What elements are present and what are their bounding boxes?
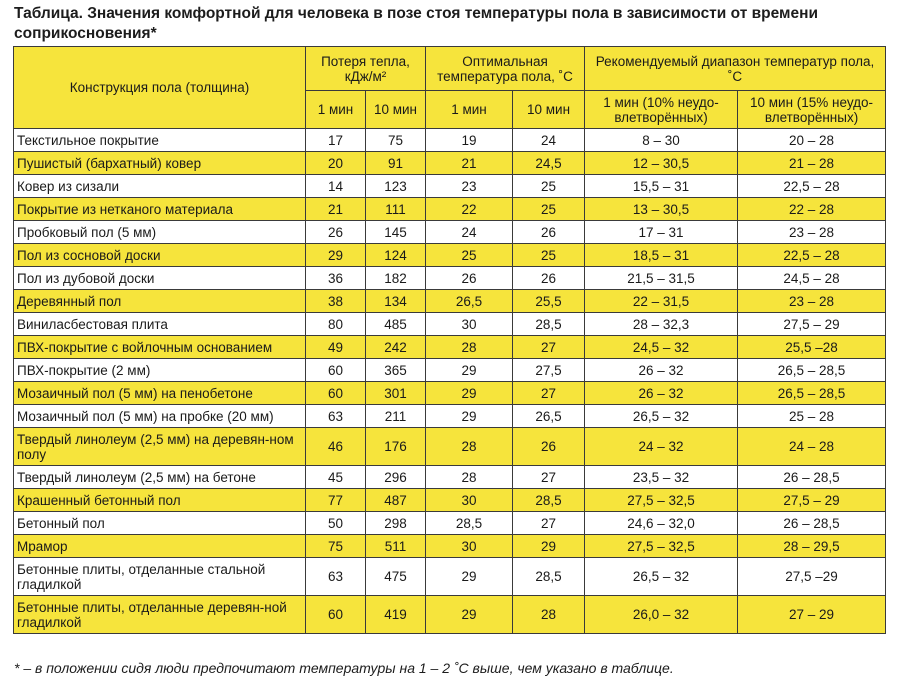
cell-opt1: 30 <box>426 535 513 558</box>
cell-rng1: 18,5 – 31 <box>585 244 738 267</box>
cell-rng10: 26 – 28,5 <box>738 512 886 535</box>
cell-opt10: 24,5 <box>513 152 585 175</box>
cell-rng10: 23 – 28 <box>738 290 886 313</box>
cell-name: Бетонный пол <box>14 512 306 535</box>
cell-opt1: 28,5 <box>426 512 513 535</box>
cell-loss1: 17 <box>306 129 366 152</box>
cell-loss1: 80 <box>306 313 366 336</box>
cell-rng10: 27,5 – 29 <box>738 313 886 336</box>
cell-loss10: 211 <box>366 405 426 428</box>
cell-rng10: 25,5 –28 <box>738 336 886 359</box>
cell-name: Пол из сосновой доски <box>14 244 306 267</box>
cell-loss10: 242 <box>366 336 426 359</box>
cell-loss1: 49 <box>306 336 366 359</box>
cell-rng1: 22 – 31,5 <box>585 290 738 313</box>
cell-opt1: 21 <box>426 152 513 175</box>
cell-name: Крашенный бетонный пол <box>14 489 306 512</box>
subheader-opt-1min: 1 мин <box>426 91 513 129</box>
cell-loss1: 63 <box>306 405 366 428</box>
cell-opt1: 19 <box>426 129 513 152</box>
table-row <box>14 221 886 244</box>
cell-name: Твердый линолеум (2,5 мм) на деревян-ном полу <box>14 428 306 466</box>
subheader-range-10min: 10 мин (15% неудо-влетворённых) <box>738 91 886 129</box>
cell-name: Бетонные плиты, отделанные деревян-ной гладилкой <box>14 596 306 634</box>
cell-opt1: 30 <box>426 489 513 512</box>
cell-opt10: 25 <box>513 244 585 267</box>
cell-opt1: 29 <box>426 382 513 405</box>
cell-rng10: 26 – 28,5 <box>738 466 886 489</box>
cell-loss1: 75 <box>306 535 366 558</box>
cell-name: Пробковый пол (5 мм) <box>14 221 306 244</box>
cell-rng10: 22,5 – 28 <box>738 175 886 198</box>
cell-loss1: 45 <box>306 466 366 489</box>
cell-opt10: 24 <box>513 129 585 152</box>
cell-rng1: 24,6 – 32,0 <box>585 512 738 535</box>
table-row <box>14 596 886 634</box>
cell-opt10: 27 <box>513 512 585 535</box>
cell-loss1: 46 <box>306 428 366 466</box>
cell-rng10: 26,5 – 28,5 <box>738 382 886 405</box>
cell-rng1: 17 – 31 <box>585 221 738 244</box>
cell-opt10: 25 <box>513 175 585 198</box>
cell-rng1: 28 – 32,3 <box>585 313 738 336</box>
cell-name: Твердый линолеум (2,5 мм) на бетоне <box>14 466 306 489</box>
table-row <box>14 428 886 466</box>
table-row <box>14 336 886 359</box>
cell-opt1: 28 <box>426 336 513 359</box>
table-title: Таблица. Значения комфортной для человека в позе стоя температуры пола в зависимости от времени соприкосновения* <box>14 5 818 42</box>
cell-loss1: 60 <box>306 596 366 634</box>
table-row <box>14 535 886 558</box>
table-row <box>14 382 886 405</box>
cell-opt1: 25 <box>426 244 513 267</box>
footnote: * – в положении сидя люди предпочитают температуры на 1 – 2 ˚С выше, чем указано в таблице. <box>14 660 674 676</box>
cell-opt10: 25,5 <box>513 290 585 313</box>
cell-opt1: 29 <box>426 405 513 428</box>
cell-name: Ковер из сизали <box>14 175 306 198</box>
cell-name: Пушистый (бархатный) ковер <box>14 152 306 175</box>
cell-loss10: 124 <box>366 244 426 267</box>
cell-rng10: 22 – 28 <box>738 198 886 221</box>
cell-loss10: 301 <box>366 382 426 405</box>
cell-loss10: 511 <box>366 535 426 558</box>
cell-opt10: 27 <box>513 382 585 405</box>
cell-loss10: 91 <box>366 152 426 175</box>
cell-opt10: 26,5 <box>513 405 585 428</box>
table-row <box>14 512 886 535</box>
cell-loss10: 419 <box>366 596 426 634</box>
cell-loss10: 485 <box>366 313 426 336</box>
cell-rng1: 8 – 30 <box>585 129 738 152</box>
cell-name: Деревянный пол <box>14 290 306 313</box>
table-row <box>14 405 886 428</box>
cell-name: Виниласбестовая плита <box>14 313 306 336</box>
cell-rng10: 26,5 – 28,5 <box>738 359 886 382</box>
cell-opt10: 26 <box>513 221 585 244</box>
cell-loss10: 296 <box>366 466 426 489</box>
cell-name: Пол из дубовой доски <box>14 267 306 290</box>
cell-opt1: 24 <box>426 221 513 244</box>
cell-rng10: 22,5 – 28 <box>738 244 886 267</box>
cell-opt1: 30 <box>426 313 513 336</box>
cell-rng1: 15,5 – 31 <box>585 175 738 198</box>
cell-loss10: 182 <box>366 267 426 290</box>
subheader-opt-10min: 10 мин <box>513 91 585 129</box>
cell-loss1: 38 <box>306 290 366 313</box>
cell-rng1: 27,5 – 32,5 <box>585 489 738 512</box>
table-row <box>14 198 886 221</box>
cell-rng1: 26,5 – 32 <box>585 558 738 596</box>
cell-rng10: 23 – 28 <box>738 221 886 244</box>
cell-opt1: 22 <box>426 198 513 221</box>
cell-name: Текстильное покрытие <box>14 129 306 152</box>
cell-name: Бетонные плиты, отделанные стальной гладилкой <box>14 558 306 596</box>
cell-rng10: 24,5 – 28 <box>738 267 886 290</box>
cell-rng1: 27,5 – 32,5 <box>585 535 738 558</box>
cell-opt10: 27 <box>513 466 585 489</box>
cell-loss10: 134 <box>366 290 426 313</box>
cell-loss10: 176 <box>366 428 426 466</box>
cell-opt1: 28 <box>426 428 513 466</box>
cell-opt10: 28 <box>513 596 585 634</box>
cell-loss10: 75 <box>366 129 426 152</box>
cell-opt1: 26,5 <box>426 290 513 313</box>
header-heat-loss: Потеря тепла, кДж/м² <box>306 47 426 91</box>
cell-rng1: 26,0 – 32 <box>585 596 738 634</box>
table-row <box>14 558 886 596</box>
cell-opt10: 28,5 <box>513 558 585 596</box>
cell-loss10: 145 <box>366 221 426 244</box>
cell-loss1: 14 <box>306 175 366 198</box>
table-row <box>14 152 886 175</box>
cell-name: ПВХ-покрытие (2 мм) <box>14 359 306 382</box>
cell-rng1: 24 – 32 <box>585 428 738 466</box>
cell-loss1: 29 <box>306 244 366 267</box>
subheader-range-1min: 1 мин (10% неудо-влетворённых) <box>585 91 738 129</box>
cell-rng1: 23,5 – 32 <box>585 466 738 489</box>
cell-loss10: 111 <box>366 198 426 221</box>
cell-rng10: 25 – 28 <box>738 405 886 428</box>
cell-opt10: 26 <box>513 267 585 290</box>
cell-name: Мрамор <box>14 535 306 558</box>
cell-opt1: 28 <box>426 466 513 489</box>
cell-rng1: 12 – 30,5 <box>585 152 738 175</box>
cell-name: Покрытие из нетканого материала <box>14 198 306 221</box>
header-construction: Конструкция пола (толщина) <box>14 47 306 129</box>
table-row <box>14 359 886 382</box>
cell-opt10: 26 <box>513 428 585 466</box>
cell-name: Мозаичный пол (5 мм) на пробке (20 мм) <box>14 405 306 428</box>
cell-name: ПВХ-покрытие с войлочным основанием <box>14 336 306 359</box>
cell-loss1: 63 <box>306 558 366 596</box>
table-row <box>14 489 886 512</box>
cell-rng1: 26,5 – 32 <box>585 405 738 428</box>
table-row <box>14 290 886 313</box>
cell-loss1: 60 <box>306 382 366 405</box>
cell-loss10: 487 <box>366 489 426 512</box>
table-row <box>14 313 886 336</box>
cell-loss1: 60 <box>306 359 366 382</box>
cell-rng10: 24 – 28 <box>738 428 886 466</box>
cell-rng10: 20 – 28 <box>738 129 886 152</box>
cell-opt1: 29 <box>426 596 513 634</box>
cell-opt1: 29 <box>426 558 513 596</box>
cell-opt10: 29 <box>513 535 585 558</box>
cell-loss10: 365 <box>366 359 426 382</box>
cell-opt10: 27,5 <box>513 359 585 382</box>
cell-opt10: 27 <box>513 336 585 359</box>
cell-loss10: 475 <box>366 558 426 596</box>
table-row <box>14 466 886 489</box>
table-row <box>14 175 886 198</box>
cell-rng10: 28 – 29,5 <box>738 535 886 558</box>
cell-opt1: 26 <box>426 267 513 290</box>
cell-name: Мозаичный пол (5 мм) на пенобетоне <box>14 382 306 405</box>
cell-rng1: 26 – 32 <box>585 382 738 405</box>
header-optimal-temp: Оптимальная температура пола, ˚С <box>426 47 585 91</box>
header-recommended-range: Рекомендуемый диапазон температур пола, ˚С <box>585 47 886 91</box>
cell-rng10: 27 – 29 <box>738 596 886 634</box>
cell-rng10: 27,5 –29 <box>738 558 886 596</box>
table-row <box>14 244 886 267</box>
cell-loss10: 123 <box>366 175 426 198</box>
cell-opt10: 25 <box>513 198 585 221</box>
cell-rng1: 21,5 – 31,5 <box>585 267 738 290</box>
cell-loss1: 26 <box>306 221 366 244</box>
cell-loss1: 21 <box>306 198 366 221</box>
cell-loss1: 20 <box>306 152 366 175</box>
table-row <box>14 267 886 290</box>
cell-opt1: 29 <box>426 359 513 382</box>
table-row <box>14 129 886 152</box>
cell-rng10: 21 – 28 <box>738 152 886 175</box>
cell-loss10: 298 <box>366 512 426 535</box>
cell-loss1: 77 <box>306 489 366 512</box>
cell-rng1: 26 – 32 <box>585 359 738 382</box>
cell-opt10: 28,5 <box>513 489 585 512</box>
cell-rng1: 24,5 – 32 <box>585 336 738 359</box>
cell-opt1: 23 <box>426 175 513 198</box>
cell-loss1: 50 <box>306 512 366 535</box>
subheader-loss-10min: 10 мин <box>366 91 426 129</box>
cell-loss1: 36 <box>306 267 366 290</box>
floor-temperature-table <box>13 46 886 634</box>
cell-rng10: 27,5 – 29 <box>738 489 886 512</box>
cell-rng1: 13 – 30,5 <box>585 198 738 221</box>
cell-opt10: 28,5 <box>513 313 585 336</box>
subheader-loss-1min: 1 мин <box>306 91 366 129</box>
